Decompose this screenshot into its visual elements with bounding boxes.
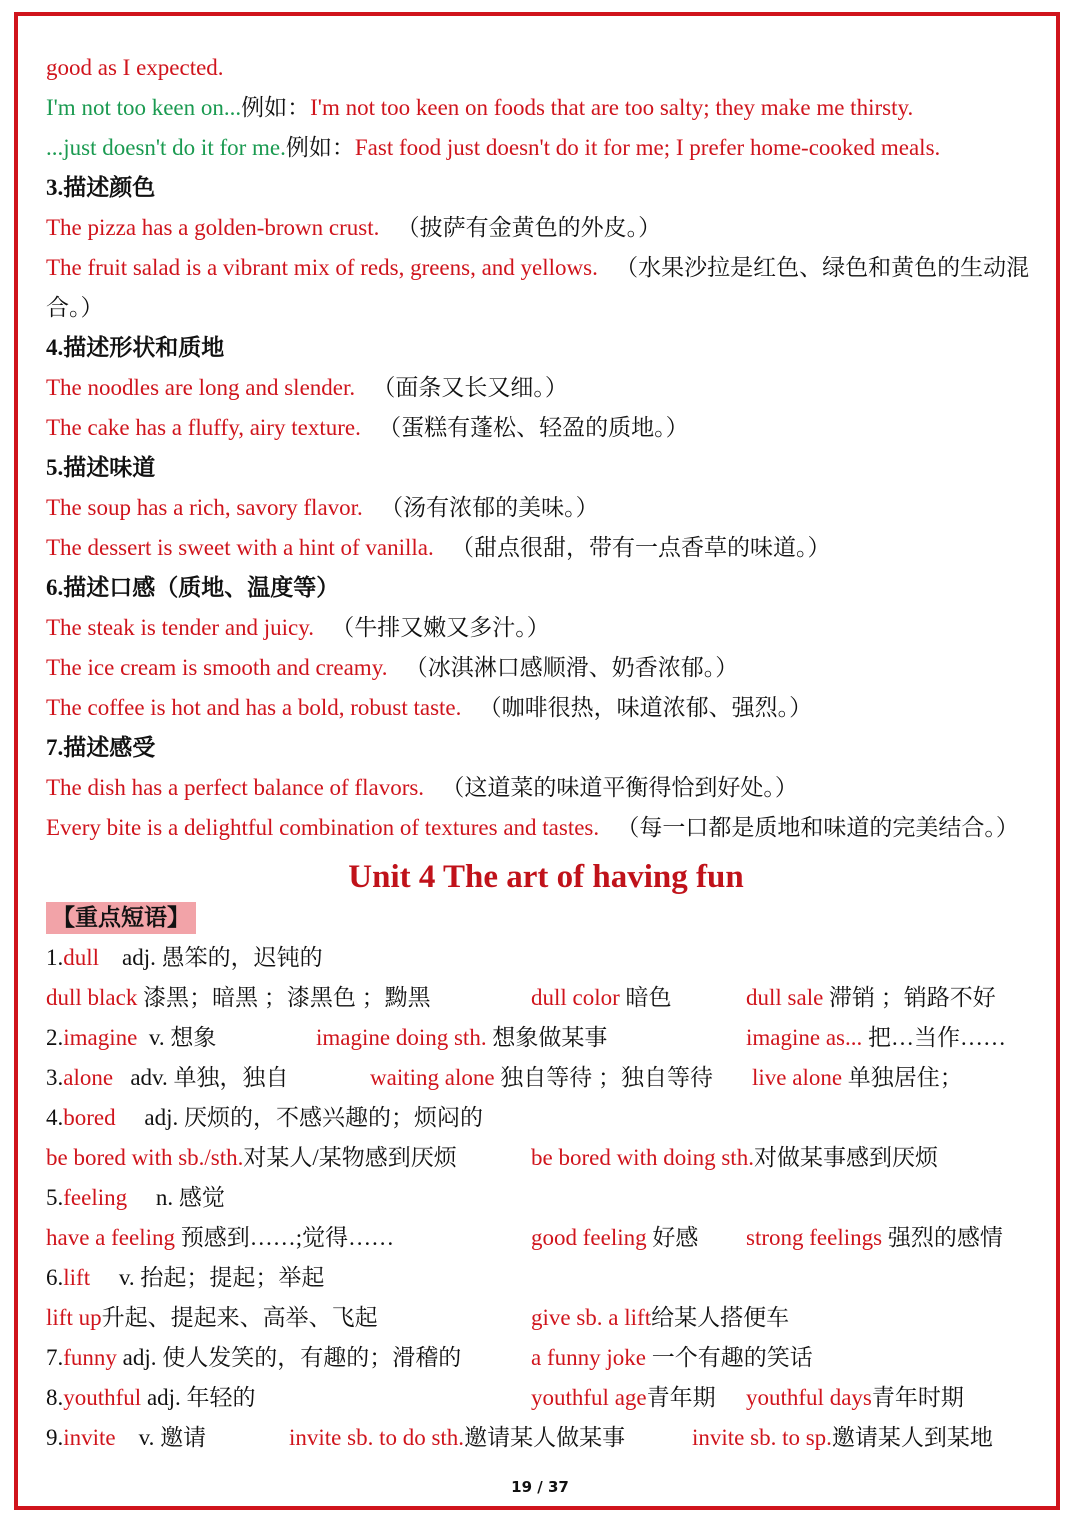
vocab-entry: [46, 1018, 1046, 1058]
phrase-meaning: 给某人搭便车: [651, 1305, 790, 1330]
example-label: 例如：: [285, 135, 355, 160]
vocab-entry: [46, 1378, 1046, 1418]
entry-number: 7.: [46, 1345, 64, 1370]
example-sentence: I'm not too keen on foods that are too salty; they make me thirsty.: [310, 95, 914, 120]
vocab-word: funny: [63, 1345, 117, 1370]
english-sentence: The pizza has a golden-brown crust.: [46, 215, 380, 240]
chinese-translation: （披萨有金黄色的外皮。）: [396, 215, 662, 240]
vocab-definition: n. 感觉: [155, 1185, 225, 1210]
phrase-meaning: 对某人/某物感到厌烦: [243, 1145, 457, 1170]
english-sentence: The noodles are long and slender.: [46, 375, 356, 400]
phrase-meaning: 升起、提起来、高举、飞起: [101, 1305, 378, 1330]
phrase-meaning: 青年时期: [871, 1385, 964, 1410]
phrase-meaning: 邀请某人到某地: [831, 1425, 993, 1450]
vocab-word: dull: [63, 945, 100, 970]
key-phrases-tag: 【重点短语】: [46, 902, 196, 934]
example-sentence: Fast food just doesn't do it for me; I prefer home-cooked meals.: [354, 135, 941, 160]
entry-number: 1.: [46, 945, 64, 970]
example-line: [46, 688, 1046, 728]
english-sentence: The fruit salad is a vibrant mix of reds, greens, and yellows.: [46, 255, 598, 280]
example-label: 例如：: [241, 95, 311, 120]
phrase: waiting alone: [370, 1065, 495, 1090]
vocab-definition: adj. 厌烦的，不感兴趣的；烦闷的: [144, 1105, 483, 1130]
english-sentence: The dish has a perfect balance of flavors.: [46, 775, 425, 800]
phrase-meaning: 单独居住；: [842, 1065, 963, 1090]
english-sentence: The cake has a fluffy, airy texture.: [46, 415, 361, 440]
phrase: good feeling: [531, 1225, 647, 1250]
entry-number: 5.: [46, 1185, 64, 1210]
phrase-row: [46, 1298, 1046, 1338]
document-body: [46, 48, 1046, 1458]
phrase-row: [46, 1138, 1046, 1178]
example-line: [46, 488, 1046, 528]
chinese-translation: （牛排又嫩又多汁。）: [331, 615, 550, 640]
phrase: a funny joke: [531, 1345, 646, 1370]
vocab-word: invite: [63, 1425, 116, 1450]
section-heading: 3.描述颜色: [46, 175, 156, 200]
vocab-definition: adj. 年轻的: [141, 1385, 256, 1410]
phrase-meaning: 漆黑；暗黑 ；漆黑色 ；黝黑: [137, 985, 431, 1010]
chinese-translation: （水果沙拉是红色、绿色和黄色的生动混合。）: [46, 255, 1030, 320]
chinese-translation: （甜点很甜，带有一点香草的味道。）: [450, 535, 831, 560]
vocab-definition: adj. 使人发笑的，有趣的；滑稽的: [116, 1345, 462, 1370]
text-line: good as I expected.: [46, 55, 224, 80]
vocab-entry: [46, 1338, 1046, 1378]
text-line: [46, 128, 1046, 168]
phrase: youthful age: [531, 1385, 647, 1410]
example-line: [46, 368, 1046, 408]
phrase: invite sb. to sp.: [692, 1425, 832, 1450]
chinese-translation: （面条又长又细。）: [372, 375, 568, 400]
vocab-word: feeling: [63, 1185, 128, 1210]
phrase: dull color: [531, 985, 620, 1010]
phrase-meaning: 邀请某人做某事: [464, 1425, 626, 1450]
vocab-word: lift: [63, 1265, 91, 1290]
phrase: be bored with sb./sth.: [46, 1145, 244, 1170]
entry-number: 2.: [46, 1025, 64, 1050]
phrase: dull black: [46, 985, 138, 1010]
phrase-meaning: 想象做某事: [486, 1025, 608, 1050]
vocab-definition: v. 抬起；提起；举起: [118, 1265, 325, 1290]
phrase-meaning: 把…当作……: [862, 1025, 1006, 1050]
chinese-translation: （每一口都是质地和味道的完美结合。）: [616, 815, 1019, 840]
english-sentence: The ice cream is smooth and creamy.: [46, 655, 388, 680]
phrase: imagine as...: [746, 1025, 863, 1050]
vocab-entry: [46, 1418, 1046, 1458]
chinese-translation: （咖啡很热，味道浓郁、强烈。）: [478, 695, 813, 720]
phrase: give sb. a lift: [531, 1305, 652, 1330]
vocab-word: youthful: [63, 1385, 142, 1410]
vocab-word: imagine: [63, 1025, 138, 1050]
entry-number: 9.: [46, 1425, 64, 1450]
phrase: lift up: [46, 1305, 102, 1330]
vocab-entry: [46, 1098, 1046, 1138]
phrase: dull sale: [746, 985, 824, 1010]
entry-number: 3.: [46, 1065, 64, 1090]
phrase-row: [46, 1218, 1046, 1258]
phrase-meaning: 独自等待 ；独自等待: [494, 1065, 714, 1090]
vocab-entry: [46, 1178, 1046, 1218]
phrase: have a feeling: [46, 1225, 175, 1250]
english-sentence: The coffee is hot and has a bold, robust taste.: [46, 695, 462, 720]
vocab-definition: adv. 单独，独自: [130, 1065, 289, 1090]
phrase-meaning: 预感到……;觉得……: [174, 1225, 395, 1250]
example-line: [46, 248, 1046, 328]
vocab-word: alone: [63, 1065, 114, 1090]
vocab-entry: [46, 1058, 1046, 1098]
text-line: [46, 88, 1046, 128]
phrase-meaning: 好感: [646, 1225, 699, 1250]
section-heading: 4.描述形状和质地: [46, 335, 225, 360]
phrase-meaning: 强烈的感情: [882, 1225, 1003, 1250]
section-heading: 7.描述感受: [46, 735, 156, 760]
entry-number: 4.: [46, 1105, 64, 1130]
english-sentence: The soup has a rich, savory flavor.: [46, 495, 363, 520]
phrase: live alone: [752, 1065, 843, 1090]
example-line: [46, 608, 1046, 648]
english-sentence: The steak is tender and juicy.: [46, 615, 315, 640]
chinese-translation: （汤有浓郁的美味。）: [380, 495, 599, 520]
vocab-definition: v. 邀请: [138, 1425, 207, 1450]
chinese-translation: （蛋糕有蓬松、轻盈的质地。）: [378, 415, 689, 440]
example-line: [46, 768, 1046, 808]
entry-number: 6.: [46, 1265, 64, 1290]
phrase: I'm not too keen on...: [46, 95, 242, 120]
phrase-meaning: 一个有趣的笑话: [645, 1345, 813, 1370]
phrase: youthful days: [746, 1385, 872, 1410]
vocab-definition: adj. 愚笨的，迟钝的: [122, 945, 323, 970]
vocab-entry: [46, 938, 1046, 978]
example-line: [46, 408, 1046, 448]
phrase: invite sb. to do sth.: [289, 1425, 465, 1450]
vocab-entry: [46, 1258, 1046, 1298]
phrase-meaning: 青年期: [646, 1385, 716, 1410]
chinese-translation: （冰淇淋口感顺滑、奶香浓郁。）: [404, 655, 739, 680]
entry-number: 8.: [46, 1385, 64, 1410]
vocab-word: bored: [63, 1105, 116, 1130]
example-line: [46, 528, 1046, 568]
example-line: [46, 208, 1046, 248]
section-heading: 6.描述口感（质地、温度等）: [46, 575, 340, 600]
example-line: [46, 808, 1046, 848]
english-sentence: Every bite is a delightful combination of textures and tastes.: [46, 815, 600, 840]
example-line: [46, 648, 1046, 688]
phrase-meaning: 滞销 ；销路不好: [823, 985, 996, 1010]
phrase: strong feelings: [746, 1225, 883, 1250]
phrase-meaning: 暗色: [619, 985, 672, 1010]
section-heading: 5.描述味道: [46, 455, 156, 480]
phrase-row: [46, 978, 1046, 1018]
unit-title: Unit 4 The art of having fun: [348, 859, 744, 895]
chinese-translation: （这道菜的味道平衡得恰到好处。）: [441, 775, 798, 800]
phrase: ...just doesn't do it for me.: [46, 135, 286, 160]
page-number: 19 / 37: [511, 1478, 569, 1496]
english-sentence: The dessert is sweet with a hint of vanilla.: [46, 535, 434, 560]
phrase: be bored with doing sth.: [531, 1145, 754, 1170]
phrase-meaning: 对做某事感到厌烦: [753, 1145, 938, 1170]
vocab-definition: v. 想象: [148, 1025, 217, 1050]
phrase: imagine doing sth.: [316, 1025, 487, 1050]
